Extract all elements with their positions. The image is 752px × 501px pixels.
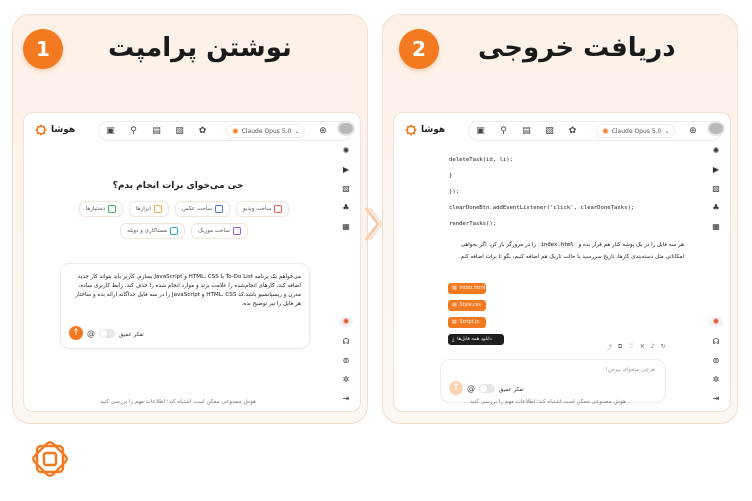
step-1-panel xyxy=(12,14,368,424)
prompt-text[interactable]: می‌خواهم یک برنامه To-Do List با HTML، CSS و JavaScript بسازم. کاربر باید بتواند کار جدید اضافه کند، کارهای انجام‌شده را علامت بزند و موارد انجام شده را حذف کند. رابط کاربری ساده، مدرن و ریسپانسیو باشد.کد HTML، CSS و JavaScript را در سه فایل جداگانه ارائه بده و ساختار هر فایل را نیز توضیح بده. xyxy=(75,274,301,307)
right-sidebar xyxy=(336,121,356,403)
file-list xyxy=(448,283,504,345)
avatar[interactable] xyxy=(337,121,355,136)
volume-icon[interactable]: ♪ xyxy=(650,343,655,350)
claude-icon: ✺ xyxy=(602,126,609,136)
chevron-down-icon: ⌄ xyxy=(664,127,670,135)
step-2-panel xyxy=(382,14,738,424)
new-chat-icon[interactable]: ⊕ xyxy=(319,126,327,136)
regenerate-icon[interactable]: ↻ xyxy=(660,343,666,350)
deep-think-label: تفکر عمیق xyxy=(499,387,524,393)
inline-code: index.html xyxy=(538,242,577,248)
model-label: Claude Opus 5.0 xyxy=(611,127,662,135)
chip-label: دستیارها xyxy=(85,206,105,212)
code-line: deleteTask(id, li); xyxy=(449,157,513,163)
file-name: Style.css xyxy=(459,303,481,308)
image-icon[interactable]: ▧ xyxy=(712,183,720,193)
database-icon[interactable]: ▦ xyxy=(712,221,720,231)
file-attachment[interactable] xyxy=(448,283,486,294)
app-window xyxy=(393,112,731,412)
top-bar xyxy=(402,121,722,141)
chevron-down-icon: ⌄ xyxy=(294,127,300,135)
support-icon[interactable]: ⊚ xyxy=(342,356,350,365)
chip-dub[interactable] xyxy=(120,223,185,239)
attach-icon[interactable]: @ xyxy=(467,384,475,393)
assistant-icon[interactable]: ♣ xyxy=(342,202,350,212)
chip-video[interactable] xyxy=(236,201,289,217)
brand-name: هوشا xyxy=(421,125,446,135)
archive-icon[interactable]: ▣ xyxy=(476,126,485,136)
message-actions xyxy=(606,343,666,352)
attach-icon[interactable]: @ xyxy=(87,329,95,338)
headset-icon[interactable]: ☊ xyxy=(712,337,720,346)
brain-icon[interactable]: ✿ xyxy=(568,126,577,136)
brand-logo-icon xyxy=(34,123,48,137)
share-icon[interactable]: ⚲ xyxy=(130,126,137,136)
toolbar xyxy=(98,121,352,141)
image-icon[interactable]: ▧ xyxy=(342,183,350,193)
sparkle-icon[interactable]: ✺ xyxy=(712,145,720,155)
chevron-right-icon xyxy=(362,204,384,244)
paragraph-text: را در مرورگر باز کن. اگر بخواهی امکاناتی مثل دسته‌بندی کارها، تاریخ سررسید یا حالت تاریک هم اضافه کنیم، بگو تا برات اضافه کنم. xyxy=(458,242,684,260)
file-attachment[interactable] xyxy=(448,300,486,311)
file-icon: ▤ xyxy=(452,320,457,325)
code-output xyxy=(449,155,681,235)
quick-actions xyxy=(64,201,304,239)
video-icon xyxy=(274,205,282,213)
headset-icon[interactable]: ☊ xyxy=(342,337,350,346)
claude-icon: ✺ xyxy=(232,126,239,136)
brand-name: هوشا xyxy=(51,125,76,135)
download-icon: ⤓ xyxy=(452,337,455,343)
chip-tools[interactable] xyxy=(129,201,169,217)
code-line: } xyxy=(449,173,453,179)
settings-icon[interactable]: ✲ xyxy=(712,375,720,384)
settings-icon[interactable]: ✲ xyxy=(342,375,350,384)
prompt-composer[interactable] xyxy=(440,359,666,403)
chip-assistants[interactable] xyxy=(79,201,123,217)
toolbar xyxy=(468,121,722,141)
share-icon[interactable]: ⚲ xyxy=(500,126,507,136)
image-icon[interactable]: ▧ xyxy=(545,126,554,136)
model-label: Claude Opus 5.0 xyxy=(241,127,292,135)
greeting-heading: جی می‌خوای برات انجام بدم؟ xyxy=(112,181,244,191)
image-icon xyxy=(215,205,223,213)
file-name: Script.js xyxy=(459,320,479,325)
avatar[interactable] xyxy=(707,121,725,136)
share-icon[interactable]: ⤴ xyxy=(606,345,613,352)
disclaimer: هوش مصنوعی ممکن است اشتباه کند؛ اطلاعات مهم را بررسی کنید xyxy=(100,399,256,405)
file-attachment[interactable] xyxy=(448,317,486,328)
chip-music[interactable] xyxy=(191,223,248,239)
step-title: دریافت خروجی xyxy=(478,33,676,63)
edit-doc-icon[interactable]: ▤ xyxy=(152,126,161,136)
support-icon[interactable]: ⊚ xyxy=(712,356,720,365)
send-button[interactable]: ↑ xyxy=(449,381,463,395)
thumbs-up-icon[interactable]: ♡ xyxy=(628,343,634,350)
step-number-badge: 2 xyxy=(399,29,439,69)
logout-icon[interactable]: ⇥ xyxy=(712,394,720,403)
archive-icon[interactable]: ▣ xyxy=(106,126,115,136)
active-mode-icon[interactable]: ✺ xyxy=(339,317,353,328)
chip-label: ساخت ویدیو xyxy=(243,206,272,212)
thumbs-down-icon[interactable]: ✕ xyxy=(639,343,645,350)
response-paragraph xyxy=(444,239,684,263)
image-icon[interactable]: ▧ xyxy=(175,126,184,136)
code-line: clearDoneBtn.addEventListener('click', clearDoneTasks); xyxy=(449,205,635,211)
step-number-badge: 1 xyxy=(23,29,63,69)
step-title: نوشتن پرامپت xyxy=(108,33,292,63)
chip-image[interactable] xyxy=(175,201,230,217)
brand-logo-icon xyxy=(404,123,418,137)
copy-icon[interactable]: ⧉ xyxy=(618,343,623,350)
top-bar xyxy=(32,121,352,141)
chip-label: ابزارها xyxy=(136,206,151,212)
logout-icon[interactable]: ⇥ xyxy=(342,394,350,403)
music-icon xyxy=(233,227,241,235)
database-icon[interactable]: ▦ xyxy=(342,221,350,231)
download-all-button[interactable] xyxy=(448,334,504,345)
brand-corner-logo-icon xyxy=(24,433,76,485)
file-name: index.html xyxy=(459,286,486,291)
new-chat-icon[interactable]: ⊕ xyxy=(689,126,697,136)
chip-label: ساخت عکس xyxy=(181,206,213,212)
prompt-composer[interactable] xyxy=(60,263,310,349)
video-icon[interactable]: ▶ xyxy=(342,164,350,174)
deep-think-label: تفکر عمیق xyxy=(119,332,144,338)
paragraph-text: هر سه فایل را در یک پوشه کنار هم قرار بده و xyxy=(578,242,684,248)
chip-label: مستاکاری و دوبله xyxy=(127,228,168,234)
code-line: }); xyxy=(449,189,460,195)
brand-logo xyxy=(404,123,445,137)
brand-logo xyxy=(34,123,75,137)
app-window xyxy=(23,112,361,412)
prompt-placeholder[interactable]: هرچی میخوای بپرس! xyxy=(605,367,655,373)
active-mode-icon[interactable]: ✺ xyxy=(709,317,723,328)
download-label: دانلود همه فایل‌ها xyxy=(457,337,492,342)
edit-doc-icon[interactable]: ▤ xyxy=(522,126,531,136)
deep-think-toggle[interactable] xyxy=(479,384,495,393)
code-line: renderTasks(); xyxy=(449,221,497,227)
send-button[interactable]: ↑ xyxy=(69,326,83,340)
right-sidebar xyxy=(706,121,726,403)
tools-icon xyxy=(154,205,162,213)
file-icon: ▤ xyxy=(452,286,457,291)
disclaimer: هوش مصنوعی ممکن است اشتباه کند؛ اطلاعات مهم را بررسی کنید xyxy=(470,399,626,405)
assistant-icon xyxy=(108,205,116,213)
model-selector[interactable] xyxy=(596,124,675,138)
deep-think-toggle[interactable] xyxy=(99,329,115,338)
assistant-icon[interactable]: ♣ xyxy=(712,202,720,212)
video-icon[interactable]: ▶ xyxy=(712,164,720,174)
chip-label: ساخت موزیک xyxy=(198,228,230,234)
sparkle-icon[interactable]: ✺ xyxy=(342,145,350,155)
file-icon: ▤ xyxy=(452,303,457,308)
dub-icon xyxy=(170,227,178,235)
model-selector[interactable] xyxy=(226,124,305,138)
brain-icon[interactable]: ✿ xyxy=(198,126,207,136)
